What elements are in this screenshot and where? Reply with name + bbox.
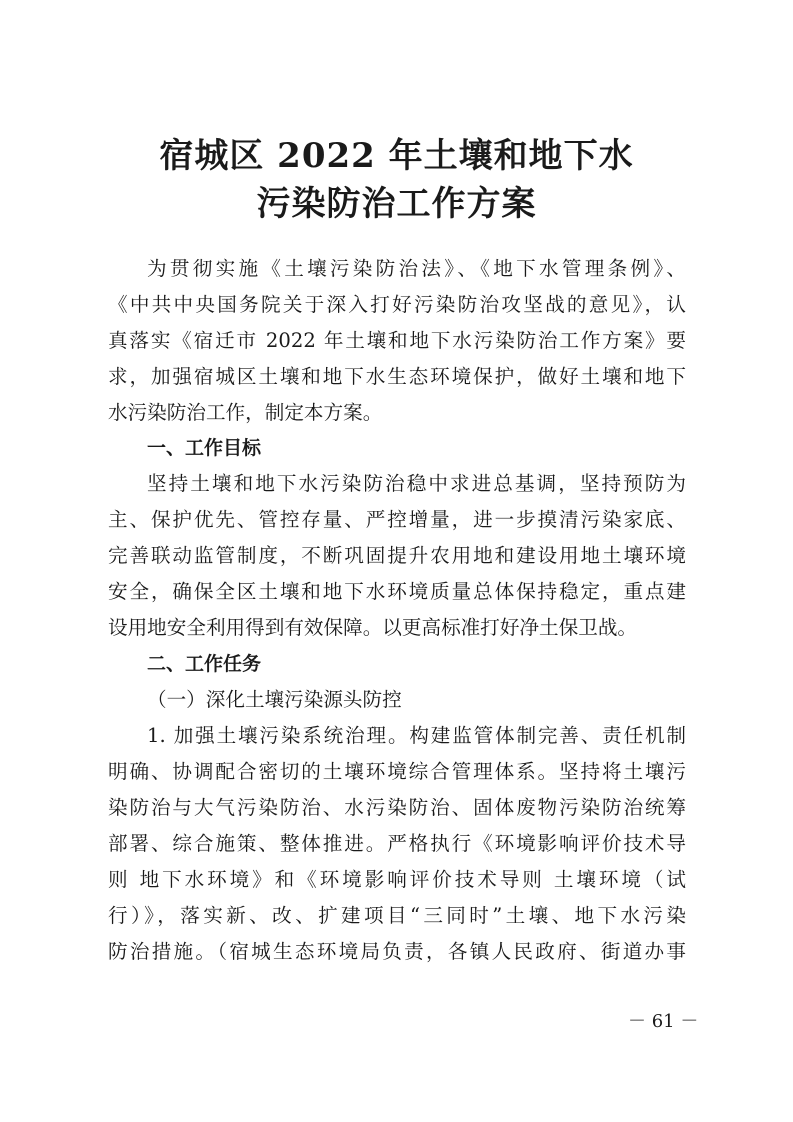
goal-line: 主、保护优先、管控存量、严控增量，进一步摸清污染家底、 <box>108 508 686 531</box>
subsection-heading: （一）深化土壤污染源头防控 <box>147 688 402 711</box>
intro-line: 真落实《宿迁市 2022 年土壤和地下水污染防治工作方案》要 <box>108 329 686 352</box>
task-line: 行）》，落实新、改、扩建项目“三同时”土壤、地下水污染 <box>108 904 686 927</box>
task-line: 1. 加强土壤污染系统治理。构建监管体制完善、责任机制 <box>147 724 686 747</box>
goal-line: 完善联动监管制度，不断巩固提升农用地和建设用地土壤环境 <box>108 544 686 567</box>
intro-line: 为贯彻实施《土壤污染防治法》、《地下水管理条例》、 <box>147 257 686 280</box>
section-heading-goals: 一、工作目标 <box>147 437 262 459</box>
task-line: 防治措施。（宿城生态环境局负责，各镇人民政府、街道办事 <box>108 940 686 963</box>
intro-line: 求，加强宿城区土壤和地下水生态环境保护，做好土壤和地下 <box>108 365 686 388</box>
title-line-2: 污染防治工作方案 <box>256 184 537 224</box>
task-line: 部署、综合施策、整体推进。严格执行《环境影响评价技术导 <box>108 832 686 855</box>
intro-line: 《中共中央国务院关于深入打好污染防治攻坚战的意见》，认 <box>108 293 686 316</box>
page-number: － 61 － <box>628 1011 699 1032</box>
intro-line: 水污染防治工作，制定本方案。 <box>108 401 383 424</box>
goal-line: 安全，确保全区土壤和地下水环境质量总体保持稳定，重点建 <box>108 580 686 603</box>
goal-line: 设用地安全利用得到有效保障。以更高标准打好净土保卫战。 <box>108 616 638 639</box>
task-line: 染防治与大气污染防治、水污染防治、固体废物污染防治统筹 <box>108 796 686 819</box>
task-line: 明确、协调配合密切的土壤环境综合管理体系。坚持将土壤污 <box>108 760 686 783</box>
task-line: 则 地下水环境》和《环境影响评价技术导则 土壤环境（试 <box>108 868 686 891</box>
goal-line: 坚持土壤和地下水污染防治稳中求进总基调，坚持预防为 <box>147 472 686 495</box>
title-line-1: 宿城区 2022 年土壤和地下水 <box>159 136 634 176</box>
section-heading-tasks: 二、工作任务 <box>147 653 262 675</box>
